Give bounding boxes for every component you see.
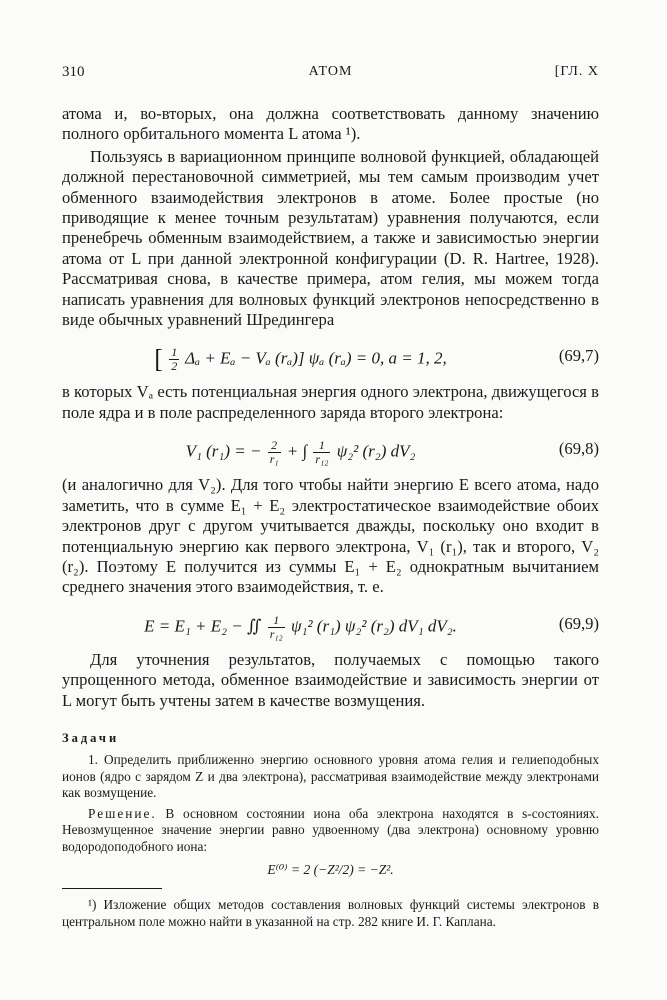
bracket-open: [ bbox=[154, 344, 163, 374]
equation-69-8-body bbox=[62, 439, 539, 466]
tasks-heading: Задачи bbox=[62, 730, 120, 745]
equation-69-9 bbox=[62, 602, 599, 646]
main-text bbox=[62, 104, 599, 711]
paragraph-3: в которых Vₐ есть потенциальная энергия одного электрона, движущегося в поле ядра и в поле распределенного заряда второго электрона: bbox=[62, 382, 599, 422]
paragraph-5: Для уточнения результатов, получаемых с помощью такого упрощенного метода, обменное взаимодействие и зависимость энергии от L могут быть учтены затем в качестве возмущения. bbox=[62, 649, 599, 710]
equation-69-8-rhs: ψ₂² (r₂) dV₂ bbox=[336, 441, 416, 461]
page-number: 310 bbox=[62, 64, 85, 80]
paragraph-4: (и аналогично для V₂). Для того чтобы найти энергию E всего атома, надо заметить, что в сумме E₁ + E₂ электростатическое взаимодействие обоих электронов друг с другом учитывается дважды, поскольку оно входит в потенциальную энергию как первого электрона, V₁ (r₁), так и второго, V₂ (r₂). Поэтому E получится из суммы E₁ + E₂ однократным вычитанием среднего значения этого взаимодействия, т. е. bbox=[62, 475, 599, 597]
equation-69-7-body bbox=[62, 346, 539, 373]
equation-69-7-rest: Δₐ + Eₐ − Vₐ (rₐ)] ψₐ (rₐ) = 0, a = 1, 2, bbox=[185, 348, 447, 368]
solution bbox=[62, 806, 599, 856]
solution-equation: E⁽⁰⁾ = 2 (−Z²/2) = −Z². bbox=[267, 861, 394, 877]
equation-69-7 bbox=[62, 334, 599, 378]
book-page bbox=[62, 64, 599, 930]
equation-69-9-lhs: E = E₁ + E₂ − ∬ bbox=[144, 616, 262, 636]
frac-numerator: 1 bbox=[313, 439, 330, 453]
frac-denominator: 2 bbox=[171, 359, 178, 374]
solution-text: В основном состоянии иона оба электрона находятся в s-состояниях. Невозмущенное значение энергии равно удвоенному (два электрона) основному уровню водородоподобного иона: bbox=[62, 805, 599, 854]
frac-numerator: 2 bbox=[268, 439, 281, 453]
footnote: ¹) Изложение общих методов составления волновых функций системы электронов в центральном поле можно найти в указанной на стр. 282 книге И. Г. Каплана. bbox=[62, 897, 599, 929]
task-1: 1. Определить приближенно энергию основного уровня атома гелия и гелиеподобных ионов (ядро с зарядом Z и два электрона), рассматривая взаимодействие между электронами как возмущение. bbox=[62, 751, 599, 801]
fraction-1-r12 bbox=[313, 439, 330, 466]
page-header bbox=[62, 64, 599, 86]
equation-69-9-body bbox=[62, 614, 539, 641]
frac-denominator: r₁ bbox=[269, 452, 279, 467]
tasks-section bbox=[62, 752, 599, 878]
equation-number-69-7: (69,7) bbox=[558, 346, 599, 366]
frac-denominator: r₁₂ bbox=[269, 626, 283, 641]
equation-69-8 bbox=[62, 427, 599, 471]
equation-69-9-rhs: ψ₁² (r₁) ψ₂² (r₂) dV₁ dV₂. bbox=[290, 616, 457, 636]
equation-number-69-8: (69,8) bbox=[558, 439, 599, 459]
equation-number-69-9: (69,9) bbox=[558, 613, 599, 633]
equation-69-8-lhs: V₁ (r₁) = − bbox=[185, 441, 262, 461]
fraction-half bbox=[169, 346, 179, 373]
chapter-label: [ГЛ. X bbox=[554, 64, 599, 79]
paragraph-2: Пользуясь в вариационном принципе волновой функцией, обладающей должной перестановочной симметрией, мы тем самым производим учет обменного взаимодействия электронов в атоме. Более простые (но приводящие к менее точным результатам) уравнения получаются, если пренебречь обменным взаимодействием, а также и зависимостью энергии атома от L при данной электронной конфигурации (D. R. Hartree, 1928). Рассматривая снова, в качестве примера, атом гелия, мы можем тогда написать уравнения для волновых функций электронов непосредственно в виде обычных уравнений Шредингера bbox=[62, 146, 599, 330]
fraction-2-r1 bbox=[268, 439, 281, 466]
frac-numerator: 1 bbox=[268, 614, 285, 628]
solution-label: Решение. bbox=[88, 805, 157, 821]
paragraph-1: атома и, во-вторых, она должна соответствовать данному значению полного орбитального момента L атома ¹). bbox=[62, 104, 599, 144]
frac-denominator: r₁₂ bbox=[315, 452, 329, 467]
fraction-1-r12 bbox=[268, 614, 285, 641]
footnote-divider bbox=[62, 888, 162, 889]
equation-69-8-integral: + ∫ bbox=[286, 441, 308, 461]
running-title: АТОМ bbox=[308, 64, 353, 79]
frac-numerator: 1 bbox=[171, 345, 178, 360]
